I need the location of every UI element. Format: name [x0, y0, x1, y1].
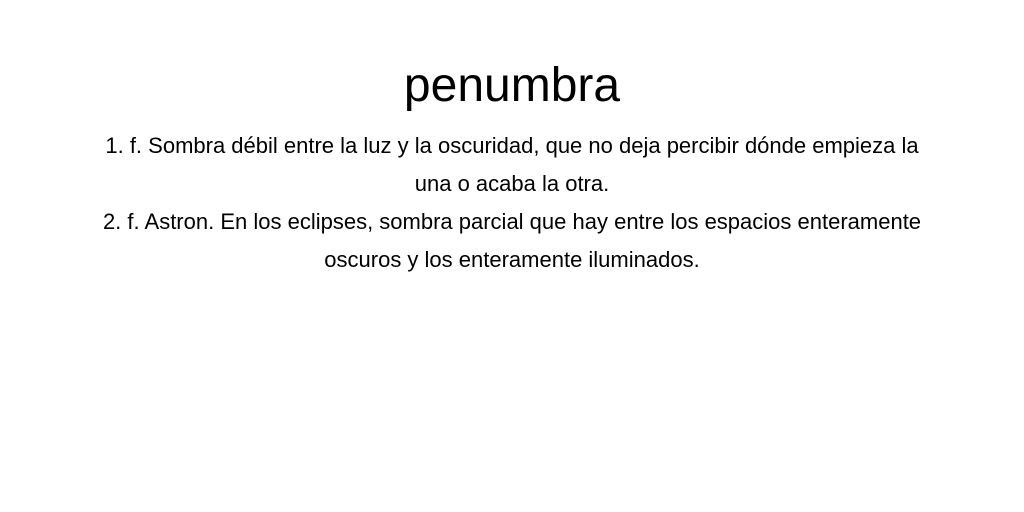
- definition-1: 1. f. Sombra débil entre la luz y la oscuridad, que no deja percibir dónde empieza la una o acaba la otra.: [105, 133, 919, 196]
- definition-list: [0, 127, 1024, 279]
- entry-word: penumbra: [403, 59, 621, 112]
- definition-2: 2. f. Astron. En los eclipses, sombra parcial que hay entre los espacios enteramente oscuros y los enteramente iluminados.: [102, 209, 922, 272]
